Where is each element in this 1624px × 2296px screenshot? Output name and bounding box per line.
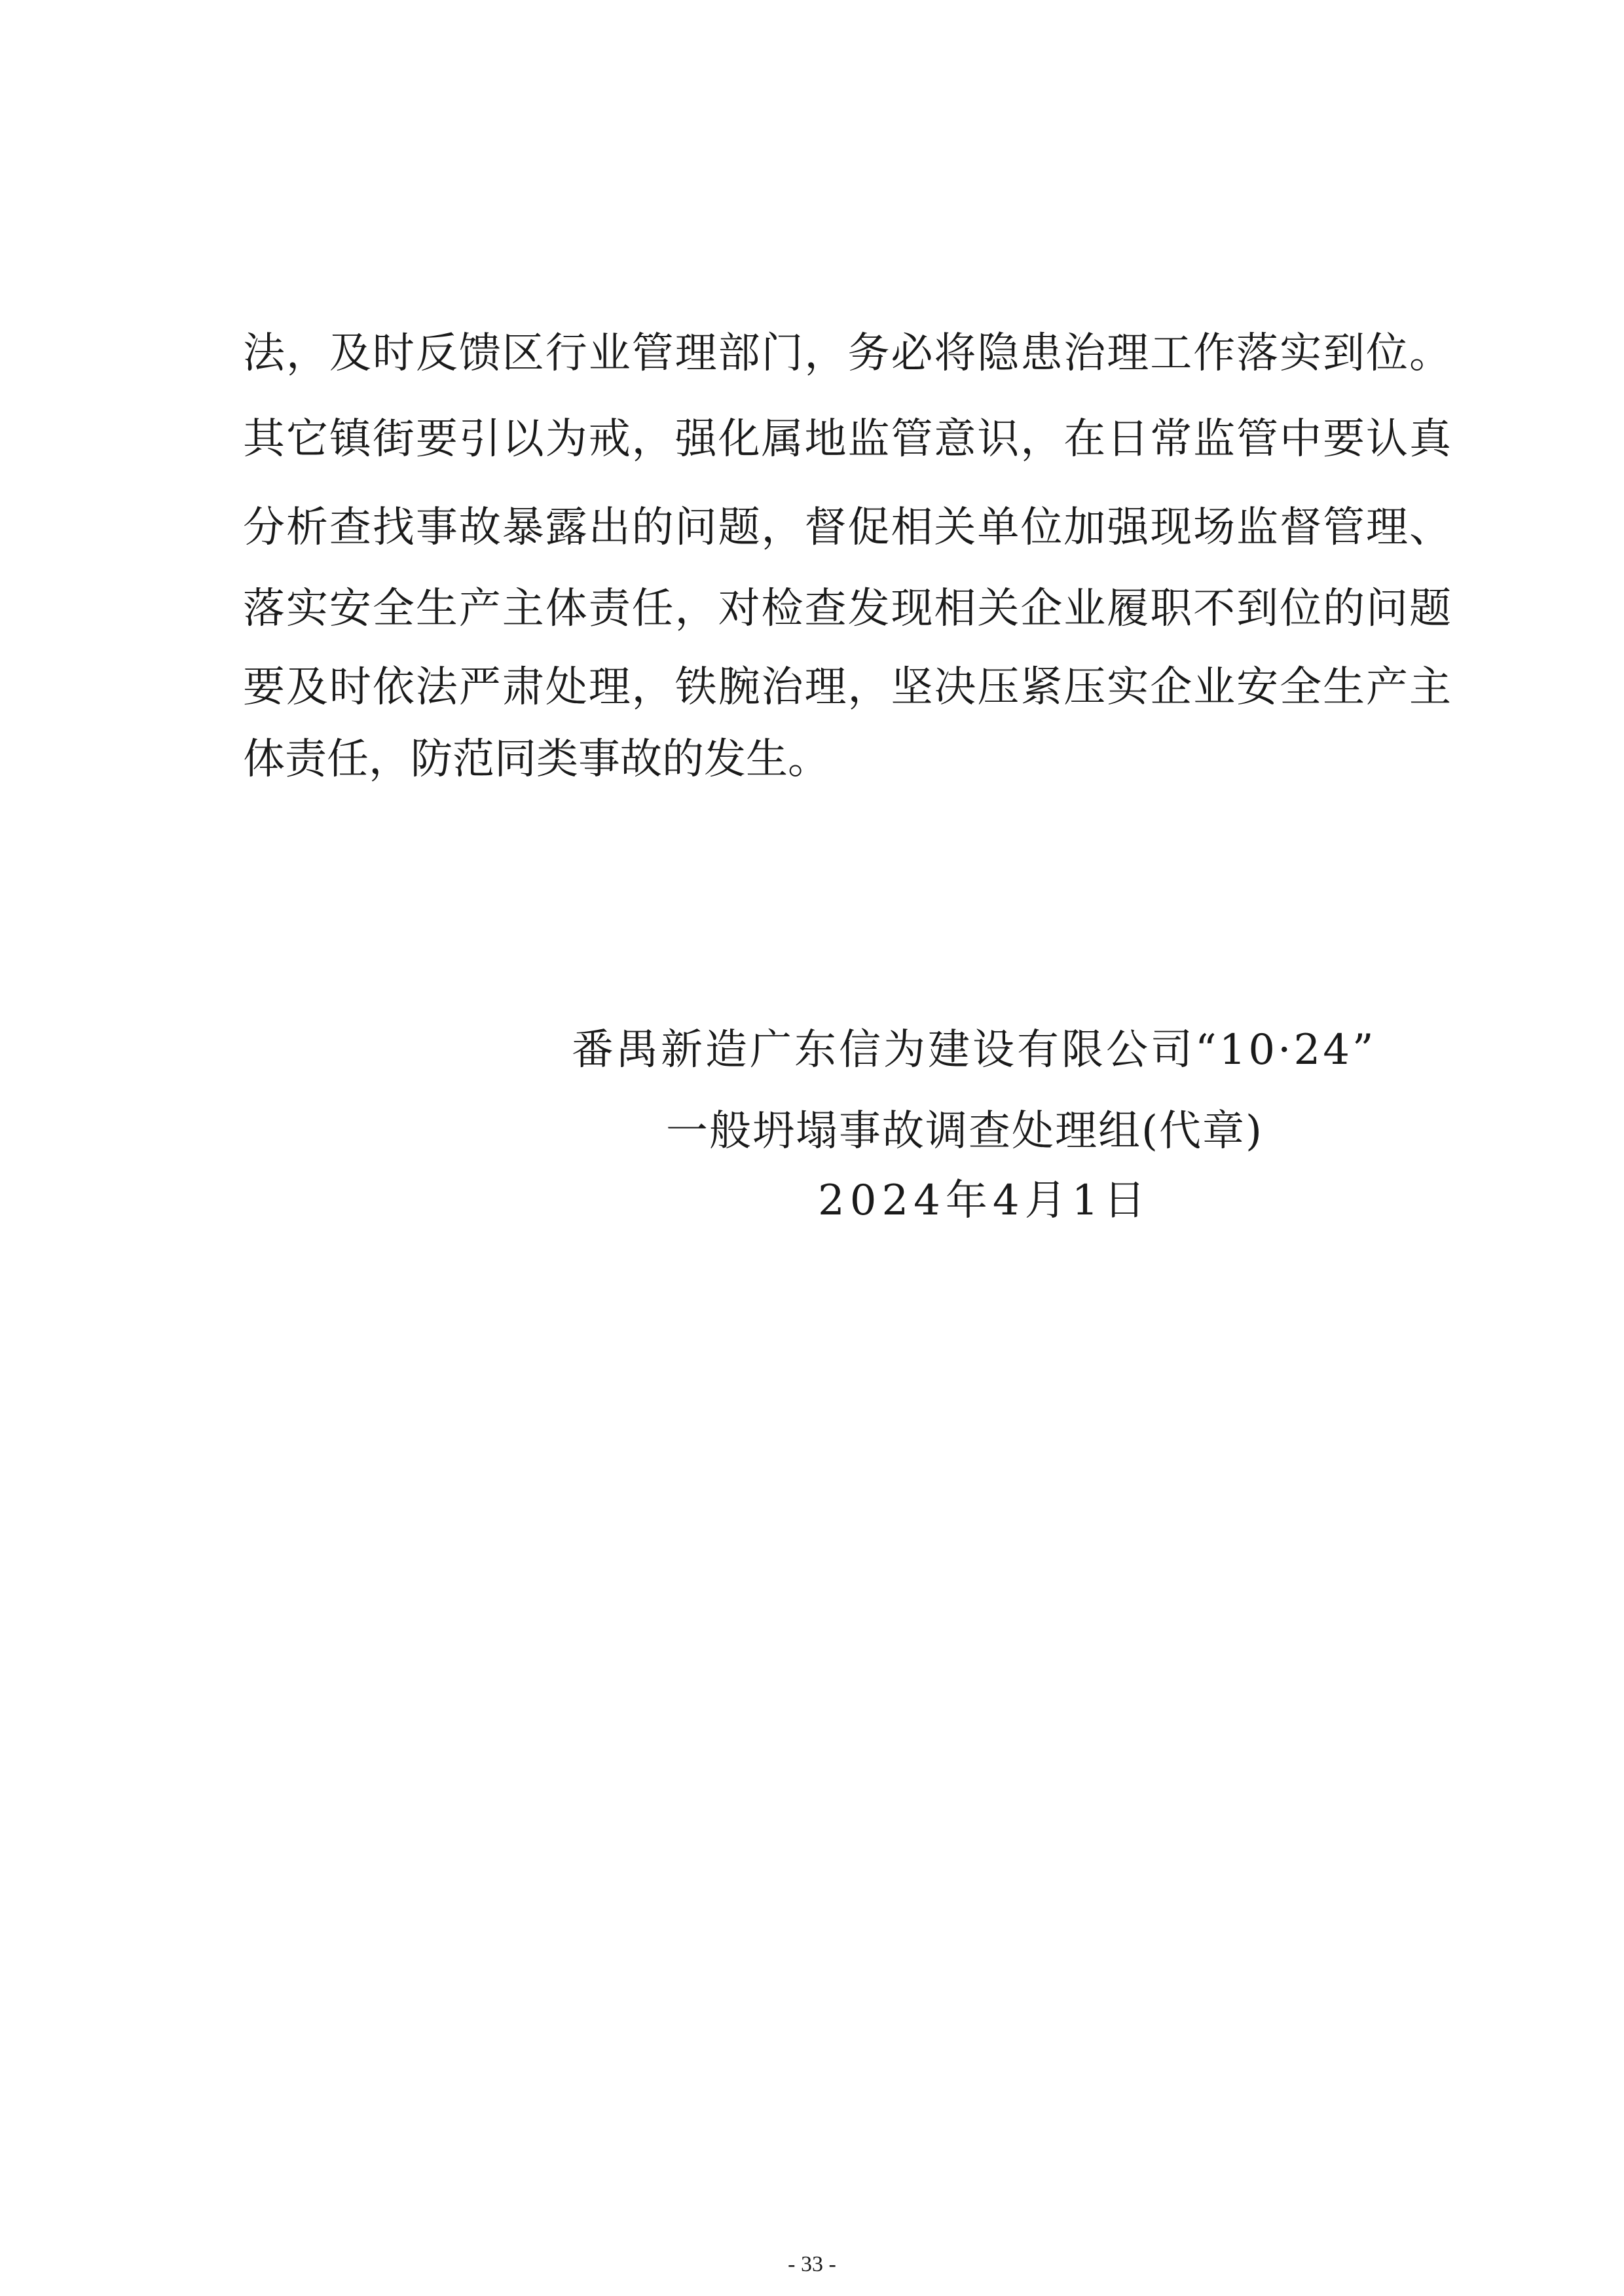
signature-date: 2024年4月1日: [818, 1176, 1151, 1225]
signature-group: 一般坍塌事故调查处理组(代章): [666, 1107, 1263, 1156]
paragraph-line: 法，及时反馈区行业管理部门，务必将隐患治理工作落实到位。: [243, 329, 1451, 378]
page-number: - 33 -: [788, 2252, 836, 2276]
paragraph-line: 落实安全生产主体责任，对检查发现相关企业履职不到位的问题: [243, 585, 1451, 633]
signature-organization: 番禺新造广东信为建设有限公司“10·24”: [572, 1026, 1376, 1074]
paragraph-line: 其它镇街要引以为戒，强化属地监管意识，在日常监管中要认真: [243, 415, 1451, 464]
paragraph-line: 要及时依法严肃处理，铁腕治理，坚决压紧压实企业安全生产主: [243, 663, 1451, 712]
paragraph-line: 体责任，防范同类事故的发生。: [243, 735, 830, 784]
paragraph-line: 分析查找事故暴露出的问题，督促相关单位加强现场监督管理、: [243, 503, 1451, 552]
